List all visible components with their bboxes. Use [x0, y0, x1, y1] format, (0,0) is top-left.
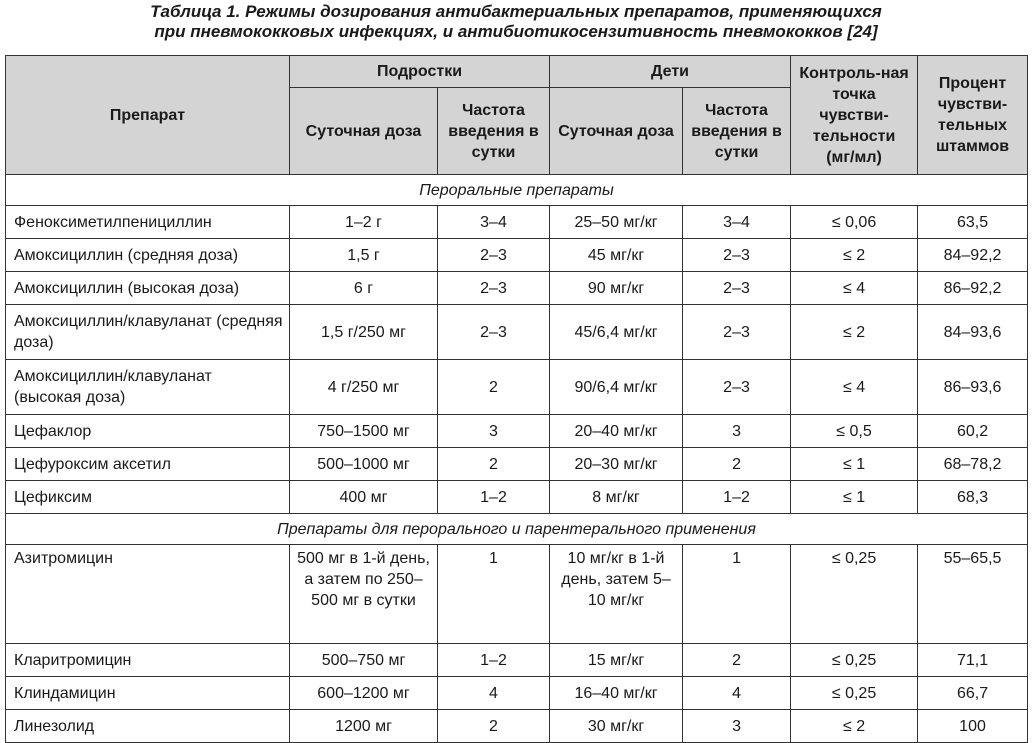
- child-frequency-cell: 4: [683, 677, 791, 710]
- breakpoint-cell: ≤ 0,25: [791, 545, 918, 644]
- drug-cell: Амоксициллин/клавуланат (высокая доза): [6, 360, 290, 415]
- teen-frequency-cell: 1–2: [438, 481, 550, 514]
- child-dose-cell: 30 мг/кг: [550, 710, 683, 743]
- breakpoint-cell: ≤ 0,06: [791, 206, 918, 239]
- section-header-row: [6, 514, 1028, 545]
- header-breakpoint: Контроль-ная точка чувстви-тельности (мг/мл): [791, 56, 918, 175]
- table-row: [6, 206, 1028, 239]
- drug-cell: Кларитромицин: [6, 644, 290, 677]
- child-dose-cell: 15 мг/кг: [550, 644, 683, 677]
- teen-dose-cell: 750–1500 мг: [290, 415, 438, 448]
- percent-cell: 68–78,2: [918, 448, 1028, 481]
- breakpoint-cell: ≤ 0,5: [791, 415, 918, 448]
- percent-cell: 86–93,6: [918, 360, 1028, 415]
- table-row: [6, 239, 1028, 272]
- breakpoint-cell: ≤ 2: [791, 305, 918, 360]
- child-dose-cell: 20–30 мг/кг: [550, 448, 683, 481]
- section-title: Препараты для перорального и парентерального применения: [6, 514, 1028, 545]
- table-row: [6, 481, 1028, 514]
- child-frequency-cell: 3–4: [683, 206, 791, 239]
- table-caption: [0, 2, 1032, 42]
- teen-frequency-cell: 2–3: [438, 305, 550, 360]
- child-dose-cell: 10 мг/кг в 1-й день, затем 5–10 мг/кг: [550, 545, 683, 644]
- child-frequency-cell: 1–2: [683, 481, 791, 514]
- drug-cell: Феноксиметилпенициллин: [6, 206, 290, 239]
- caption-line-1: Таблица 1. Режимы дозирования антибактериальных препаратов, применяющихся: [150, 2, 882, 21]
- table-row: [6, 360, 1028, 415]
- child-frequency-cell: 2–3: [683, 272, 791, 305]
- header-teen-daily-dose: Суточная доза: [290, 88, 438, 175]
- header-drug: Препарат: [6, 56, 290, 175]
- drug-cell: Цефаклор: [6, 415, 290, 448]
- table-row: [6, 305, 1028, 360]
- header-teens: Подростки: [290, 56, 550, 88]
- percent-cell: 84–92,2: [918, 239, 1028, 272]
- table-row: [6, 677, 1028, 710]
- teen-dose-cell: 1200 мг: [290, 710, 438, 743]
- child-frequency-cell: 2–3: [683, 360, 791, 415]
- drug-cell: Амоксициллин/клавуланат (средняя доза): [6, 305, 290, 360]
- teen-frequency-cell: 3–4: [438, 206, 550, 239]
- teen-dose-cell: 6 г: [290, 272, 438, 305]
- teen-frequency-cell: 1–2: [438, 644, 550, 677]
- table-row: [6, 644, 1028, 677]
- teen-frequency-cell: 2: [438, 710, 550, 743]
- teen-dose-cell: 4 г/250 мг: [290, 360, 438, 415]
- breakpoint-cell: ≤ 1: [791, 448, 918, 481]
- drug-cell: Линезолид: [6, 710, 290, 743]
- drug-cell: Цефиксим: [6, 481, 290, 514]
- child-dose-cell: 25–50 мг/кг: [550, 206, 683, 239]
- dosing-table: [5, 55, 1028, 743]
- child-dose-cell: 16–40 мг/кг: [550, 677, 683, 710]
- teen-frequency-cell: 2–3: [438, 272, 550, 305]
- header-children: Дети: [550, 56, 791, 88]
- teen-dose-cell: 1,5 г/250 мг: [290, 305, 438, 360]
- teen-frequency-cell: 2: [438, 448, 550, 481]
- percent-cell: 66,7: [918, 677, 1028, 710]
- child-dose-cell: 45 мг/кг: [550, 239, 683, 272]
- table-row: [6, 415, 1028, 448]
- percent-cell: 55–65,5: [918, 545, 1028, 644]
- header-teen-frequency: Частота введения в сутки: [438, 88, 550, 175]
- child-frequency-cell: 2–3: [683, 239, 791, 272]
- breakpoint-cell: ≤ 0,25: [791, 644, 918, 677]
- teen-dose-cell: 1,5 г: [290, 239, 438, 272]
- teen-dose-cell: 1–2 г: [290, 206, 438, 239]
- child-dose-cell: 90/6,4 мг/кг: [550, 360, 683, 415]
- percent-cell: 100: [918, 710, 1028, 743]
- breakpoint-cell: ≤ 2: [791, 239, 918, 272]
- child-frequency-cell: 1: [683, 545, 791, 644]
- child-dose-cell: 8 мг/кг: [550, 481, 683, 514]
- percent-cell: 86–92,2: [918, 272, 1028, 305]
- child-frequency-cell: 3: [683, 415, 791, 448]
- teen-frequency-cell: 2–3: [438, 239, 550, 272]
- drug-cell: Амоксициллин (средняя доза): [6, 239, 290, 272]
- teen-frequency-cell: 2: [438, 360, 550, 415]
- percent-cell: 63,5: [918, 206, 1028, 239]
- breakpoint-cell: ≤ 4: [791, 272, 918, 305]
- table-row: [6, 710, 1028, 743]
- teen-frequency-cell: 1: [438, 545, 550, 644]
- percent-cell: 68,3: [918, 481, 1028, 514]
- drug-cell: Амоксициллин (высокая доза): [6, 272, 290, 305]
- child-frequency-cell: 2: [683, 448, 791, 481]
- table-row: [6, 545, 1028, 644]
- teen-dose-cell: 400 мг: [290, 481, 438, 514]
- teen-frequency-cell: 4: [438, 677, 550, 710]
- child-dose-cell: 45/6,4 мг/кг: [550, 305, 683, 360]
- breakpoint-cell: ≤ 1: [791, 481, 918, 514]
- breakpoint-cell: ≤ 4: [791, 360, 918, 415]
- percent-cell: 71,1: [918, 644, 1028, 677]
- teen-dose-cell: 600–1200 мг: [290, 677, 438, 710]
- percent-cell: 84–93,6: [918, 305, 1028, 360]
- section-title: Пероральные препараты: [6, 175, 1028, 206]
- caption-line-2: при пневмококковых инфекциях, и антибиотикосензитивность пневмококков [24]: [154, 22, 878, 41]
- header-percent: Процент чувстви-тельных штаммов: [918, 56, 1028, 175]
- table-row: [6, 448, 1028, 481]
- drug-cell: Азитромицин: [6, 545, 290, 644]
- child-dose-cell: 20–40 мг/кг: [550, 415, 683, 448]
- breakpoint-cell: ≤ 2: [791, 710, 918, 743]
- teen-dose-cell: 500–750 мг: [290, 644, 438, 677]
- child-frequency-cell: 3: [683, 710, 791, 743]
- section-header-row: [6, 175, 1028, 206]
- drug-cell: Цефуроксим аксетил: [6, 448, 290, 481]
- header-child-daily-dose: Суточная доза: [550, 88, 683, 175]
- teen-dose-cell: 500 мг в 1-й день, а затем по 250–500 мг в сутки: [290, 545, 438, 644]
- table-body: [6, 175, 1028, 743]
- header-child-frequency: Частота введения в сутки: [683, 88, 791, 175]
- child-dose-cell: 90 мг/кг: [550, 272, 683, 305]
- child-frequency-cell: 2–3: [683, 305, 791, 360]
- percent-cell: 60,2: [918, 415, 1028, 448]
- table-row: [6, 272, 1028, 305]
- breakpoint-cell: ≤ 0,25: [791, 677, 918, 710]
- teen-dose-cell: 500–1000 мг: [290, 448, 438, 481]
- drug-cell: Клиндамицин: [6, 677, 290, 710]
- child-frequency-cell: 2: [683, 644, 791, 677]
- teen-frequency-cell: 3: [438, 415, 550, 448]
